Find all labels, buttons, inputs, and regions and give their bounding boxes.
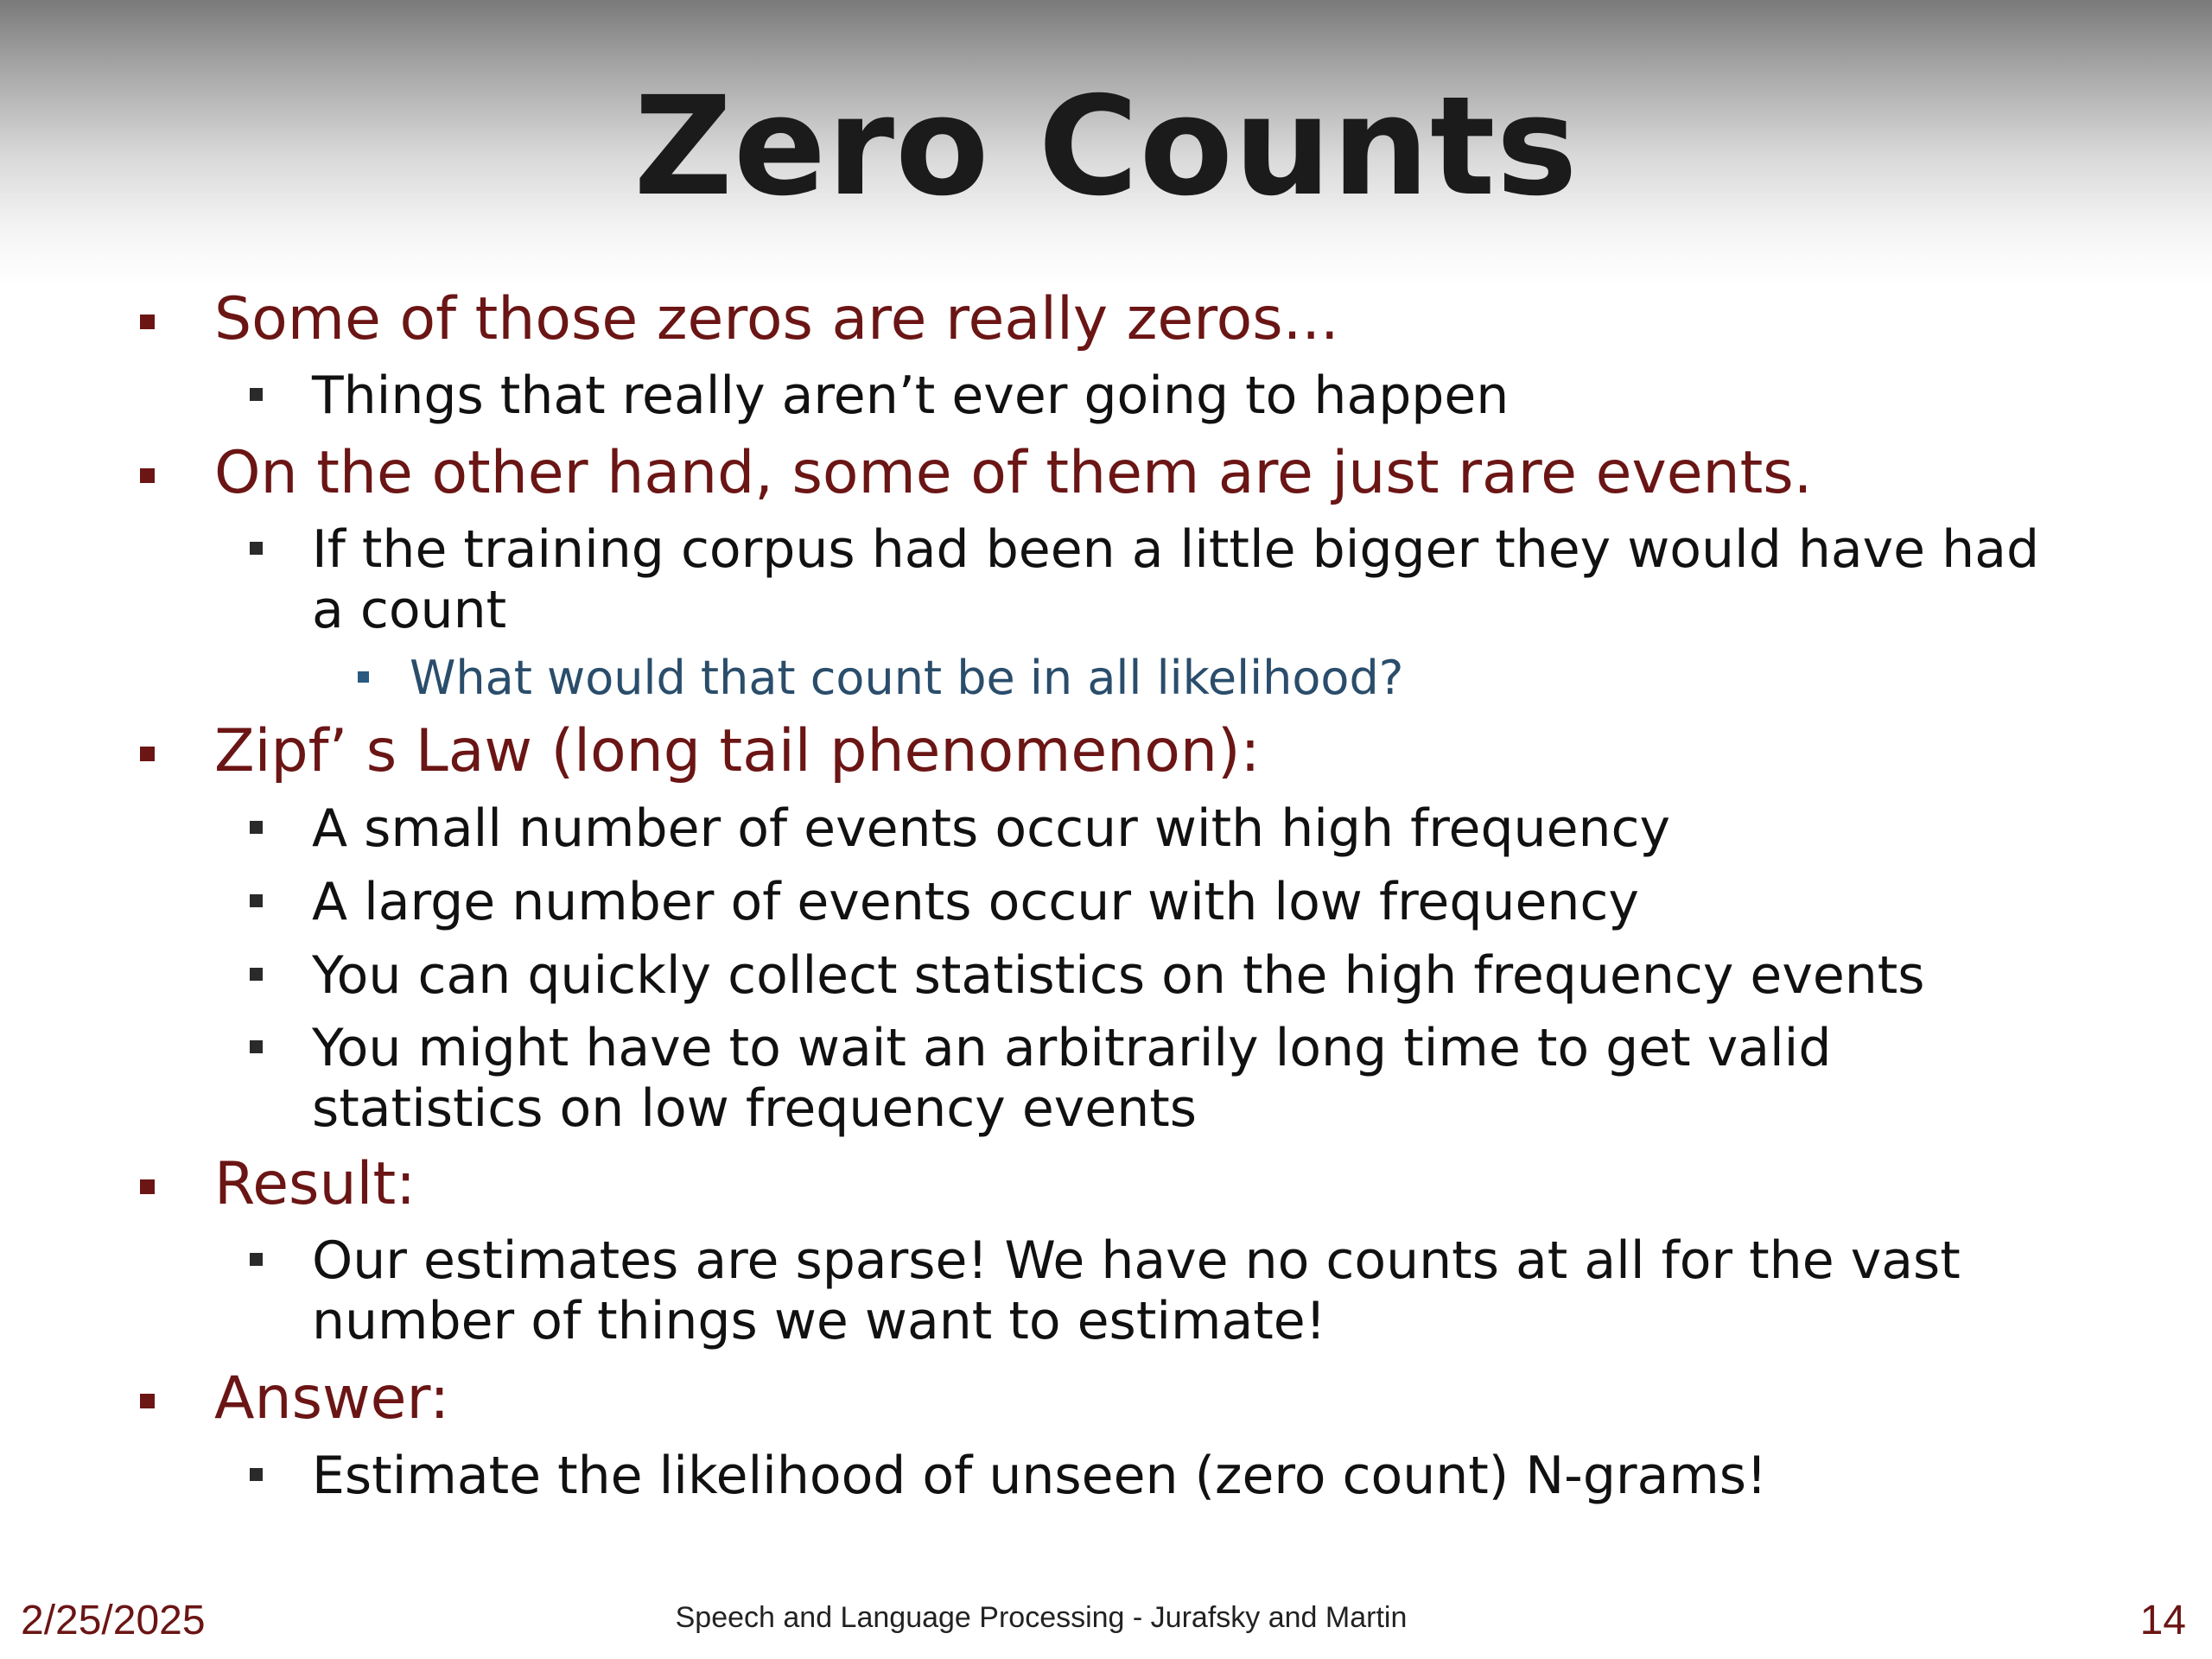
square-bullet-icon	[250, 1468, 263, 1481]
bullet-level1	[214, 439, 2115, 507]
bullet-text: Some of those zeros are really zeros...	[214, 285, 1339, 353]
bullet-text: You might have to wait an arbitrarily long time to get valid statistics on low frequency events	[312, 1018, 1832, 1139]
bullet-level1	[214, 1364, 2115, 1433]
bullet-text: Answer:	[214, 1364, 450, 1433]
bullet-text: On the other hand, some of them are just rare events.	[214, 439, 1813, 507]
square-bullet-icon	[140, 1394, 155, 1408]
bullet-level2	[312, 365, 2040, 426]
bullet-text: If the training corpus had been a little bigger they would have had a count	[312, 519, 2040, 640]
footer-source: Speech and Language Processing - Jurafsky and Martin	[675, 1601, 1408, 1634]
bullet-text: Estimate the likelihood of unseen (zero count) N-grams!	[312, 1446, 1768, 1506]
square-bullet-icon	[250, 1253, 263, 1266]
bullet-level2	[312, 1230, 2040, 1351]
bullet-level2	[312, 1446, 2040, 1506]
bullet-level2	[312, 519, 2040, 640]
bullet-text: Zipf’ s Law (long tail phenomenon):	[214, 717, 1261, 785]
bullet-text: Our estimates are sparse! We have no counts at all for the vast number of things we want to estimate!	[312, 1230, 1961, 1351]
square-bullet-icon	[140, 747, 155, 761]
square-bullet-icon	[250, 1040, 263, 1053]
bullet-level1	[214, 285, 2115, 353]
bullet-text: A large number of events occur with low frequency	[312, 872, 1639, 932]
bullet-level2	[312, 945, 2040, 1006]
square-bullet-icon	[140, 1179, 155, 1194]
page-number: 14	[2139, 1598, 2186, 1643]
bullet-text: A small number of events occur with high frequency	[312, 798, 1671, 859]
square-bullet-icon	[250, 894, 263, 907]
bullet-text: Result:	[214, 1150, 416, 1218]
bullet-level1	[214, 1150, 2115, 1218]
bullet-level2	[312, 798, 2040, 859]
square-bullet-icon	[358, 671, 369, 683]
square-bullet-icon	[140, 315, 155, 329]
bullet-text: Things that really aren’t ever going to happen	[312, 365, 1510, 426]
bullet-text: You can quickly collect statistics on the high frequency events	[312, 945, 1925, 1006]
bullet-level2	[312, 1018, 2040, 1139]
bullet-level2	[312, 872, 2040, 932]
bullet-level1	[214, 717, 2115, 785]
bullet-text: What would that count be in all likelihood?	[410, 651, 1404, 705]
square-bullet-icon	[140, 468, 155, 483]
square-bullet-icon	[250, 968, 263, 981]
square-bullet-icon	[250, 388, 263, 401]
square-bullet-icon	[250, 821, 263, 834]
slide-title: Zero Counts	[633, 67, 1579, 226]
bullet-level3	[410, 652, 1965, 705]
footer-date: 2/25/2025	[21, 1598, 206, 1643]
square-bullet-icon	[250, 542, 263, 555]
